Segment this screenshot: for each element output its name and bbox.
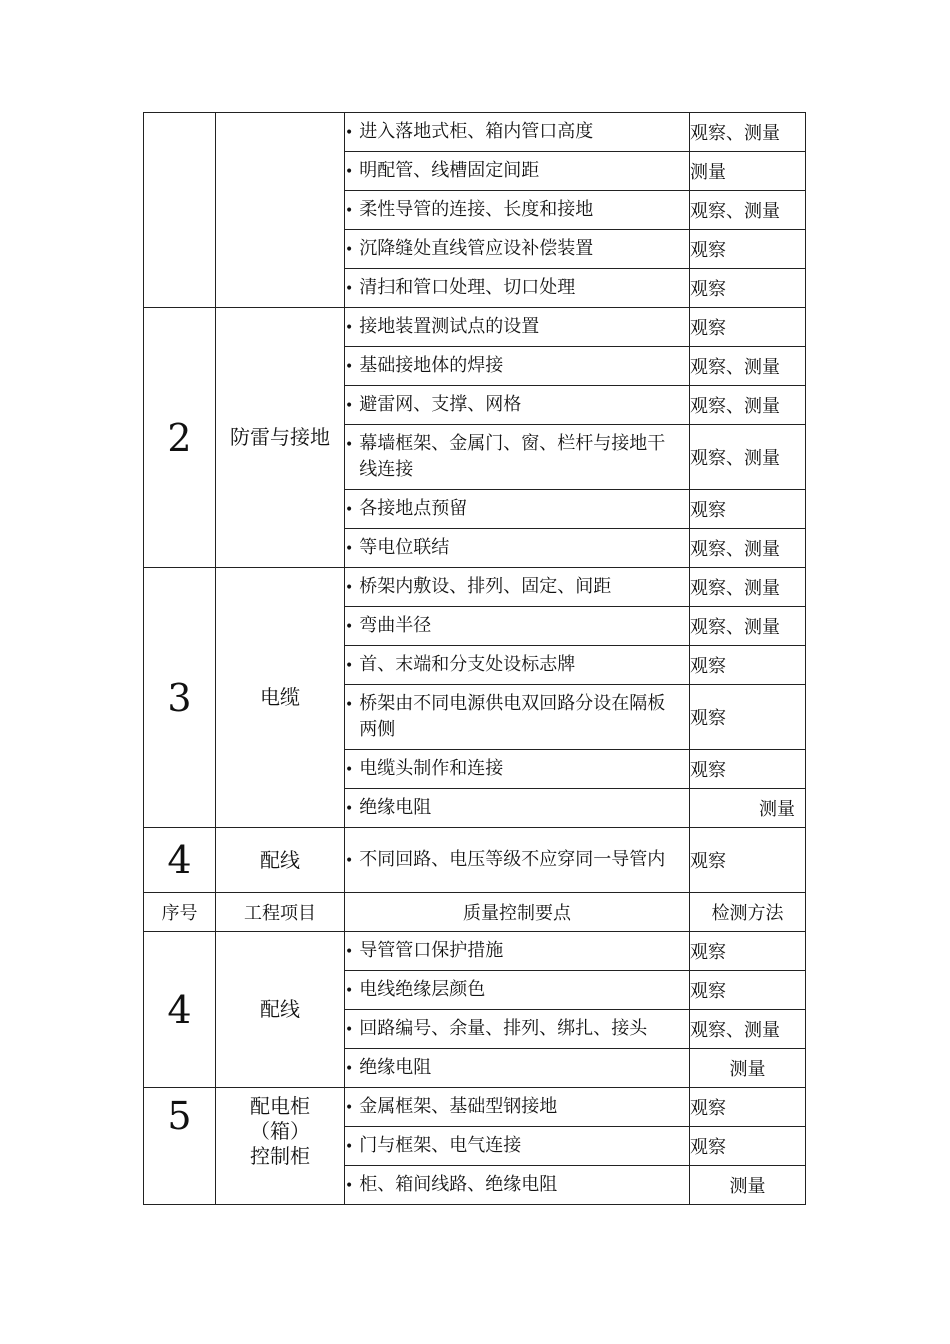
inspection-method-cell: 观察 <box>690 932 806 971</box>
inspection-method-cell: 测量 <box>690 1166 806 1205</box>
bullet-icon: • <box>345 657 354 674</box>
control-point-cell <box>345 828 690 893</box>
inspection-method-cell: 观察 <box>690 1088 806 1127</box>
bullet-icon: • <box>345 1021 354 1038</box>
header-no: 序号 <box>144 893 216 932</box>
control-point-cell <box>345 386 690 425</box>
control-point-cell <box>345 113 690 152</box>
inspection-method-cell: 观察 <box>690 1127 806 1166</box>
bullet-icon: • <box>345 579 354 596</box>
bullet-icon: • <box>345 241 354 258</box>
inspection-method-cell: 观察 <box>690 750 806 789</box>
bullet-icon: • <box>345 1177 354 1194</box>
inspection-method-cell: 观察 <box>690 646 806 685</box>
inspection-method-cell: 观察、测量 <box>690 607 806 646</box>
inspection-method-cell: 观察 <box>690 308 806 347</box>
group-number-cell <box>144 113 216 308</box>
project-item-line: 配电柜 <box>250 1094 310 1118</box>
control-point-text: 明配管、线槽固定间距 <box>359 159 540 181</box>
bullet-icon: • <box>345 618 354 635</box>
control-point-text: 桥架由不同电源供电双回路分设在隔板两侧 <box>359 693 666 740</box>
control-point-cell <box>345 1127 690 1166</box>
bullet-icon: • <box>345 540 354 557</box>
control-point-cell <box>345 490 690 529</box>
bullet-icon: • <box>345 501 354 518</box>
header-method: 检测方法 <box>690 893 806 932</box>
project-item-cell <box>216 113 345 308</box>
control-point-cell <box>345 1049 690 1088</box>
control-point-cell <box>345 750 690 789</box>
inspection-method-cell: 观察 <box>690 828 806 893</box>
table-header-row <box>144 893 806 932</box>
inspection-method-cell: 测量 <box>690 152 806 191</box>
control-point-cell <box>345 347 690 386</box>
control-point-cell <box>345 230 690 269</box>
bullet-icon: • <box>345 852 354 869</box>
control-point-text: 桥架内敷设、排列、固定、间距 <box>359 575 612 597</box>
control-point-cell <box>345 789 690 828</box>
control-point-text: 导管管口保护措施 <box>359 939 504 961</box>
control-point-text: 避雷网、支撑、网格 <box>359 393 522 415</box>
control-point-text: 接地装置测试点的设置 <box>359 315 540 337</box>
group-number-cell: 4 <box>144 828 216 893</box>
bullet-icon: • <box>345 202 354 219</box>
inspection-method-cell: 观察 <box>690 230 806 269</box>
bullet-icon: • <box>345 124 354 141</box>
control-point-cell <box>345 646 690 685</box>
table-row <box>144 828 806 893</box>
table-row <box>144 932 806 971</box>
control-point-text: 不同回路、电压等级不应穿同一导管内 <box>359 848 666 870</box>
inspection-method-cell: 观察 <box>690 490 806 529</box>
table-row <box>144 1088 806 1127</box>
inspection-method-cell: 观察、测量 <box>690 1010 806 1049</box>
group-number-cell: 3 <box>144 568 216 828</box>
control-point-text: 金属框架、基础型钢接地 <box>359 1095 558 1117</box>
project-item-cell: 电缆 <box>216 568 345 828</box>
control-point-text: 等电位联结 <box>359 536 450 558</box>
project-item-cell <box>216 1088 345 1205</box>
control-point-text: 清扫和管口处理、切口处理 <box>359 276 576 298</box>
control-point-cell <box>345 1010 690 1049</box>
control-point-text: 回路编号、余量、排列、绑扎、接头 <box>359 1017 648 1039</box>
inspection-method-cell: 观察、测量 <box>690 191 806 230</box>
group-number-cell: 5 <box>144 1088 216 1205</box>
control-point-text: 各接地点预留 <box>359 497 468 519</box>
project-item-line: 控制柜 <box>250 1144 310 1168</box>
control-point-cell <box>345 1166 690 1205</box>
project-item-cell: 配线 <box>216 828 345 893</box>
control-point-text: 首、末端和分支处设标志牌 <box>359 653 576 675</box>
bullet-icon: • <box>345 319 354 336</box>
control-point-cell <box>345 308 690 347</box>
control-point-cell <box>345 269 690 308</box>
control-point-cell <box>345 529 690 568</box>
control-point-text: 绝缘电阻 <box>359 796 432 818</box>
bullet-icon: • <box>345 1099 354 1116</box>
control-point-text: 门与框架、电气连接 <box>359 1134 522 1156</box>
inspection-method-cell: 观察、测量 <box>690 425 806 490</box>
inspection-method-cell: 观察、测量 <box>690 529 806 568</box>
bullet-icon: • <box>345 397 354 414</box>
bullet-icon: • <box>345 943 354 960</box>
inspection-method-cell: 观察 <box>690 971 806 1010</box>
inspection-method-cell: 观察、测量 <box>690 113 806 152</box>
control-point-text: 幕墙框架、金属门、窗、栏杆与接地干线连接 <box>359 433 666 480</box>
control-point-cell <box>345 425 690 490</box>
control-point-text: 电线绝缘层颜色 <box>359 978 486 1000</box>
control-point-cell <box>345 191 690 230</box>
control-point-cell <box>345 932 690 971</box>
project-item-line: （箱） <box>250 1119 310 1143</box>
inspection-method-cell: 观察、测量 <box>690 386 806 425</box>
header-point: 质量控制要点 <box>345 893 690 932</box>
table-row <box>144 113 806 152</box>
bullet-icon: • <box>345 1138 354 1155</box>
project-item-cell: 防雷与接地 <box>216 308 345 568</box>
control-point-text: 进入落地式柜、箱内管口高度 <box>359 120 594 142</box>
control-point-cell <box>345 685 690 750</box>
inspection-method-cell: 测量 <box>690 789 806 828</box>
group-number-cell: 4 <box>144 932 216 1088</box>
header-item: 工程项目 <box>216 893 345 932</box>
control-point-cell <box>345 152 690 191</box>
table-row <box>144 568 806 607</box>
bullet-icon: • <box>345 280 354 297</box>
bullet-icon: • <box>345 800 354 817</box>
inspection-method-cell: 观察 <box>690 685 806 750</box>
control-point-text: 柜、箱间线路、绝缘电阻 <box>359 1173 558 1195</box>
control-point-cell <box>345 971 690 1010</box>
bullet-icon: • <box>345 437 354 453</box>
bullet-icon: • <box>345 1060 354 1077</box>
inspection-method-cell: 测量 <box>690 1049 806 1088</box>
control-point-text: 绝缘电阻 <box>359 1056 432 1078</box>
project-item-cell: 配线 <box>216 932 345 1088</box>
bullet-icon: • <box>345 982 354 999</box>
inspection-method-cell: 观察、测量 <box>690 568 806 607</box>
bullet-icon: • <box>345 358 354 375</box>
group-number-cell: 2 <box>144 308 216 568</box>
control-point-cell <box>345 568 690 607</box>
bullet-icon: • <box>345 163 354 180</box>
control-point-text: 弯曲半径 <box>359 614 432 636</box>
control-point-text: 电缆头制作和连接 <box>359 757 504 779</box>
control-point-text: 基础接地体的焊接 <box>359 354 504 376</box>
bullet-icon: • <box>345 761 354 778</box>
inspection-method-cell: 观察、测量 <box>690 347 806 386</box>
control-point-cell <box>345 1088 690 1127</box>
control-point-text: 沉降缝处直线管应设补偿装置 <box>359 237 594 259</box>
control-point-text: 柔性导管的连接、长度和接地 <box>359 198 594 220</box>
bullet-icon: • <box>345 697 354 713</box>
table-row <box>144 308 806 347</box>
inspection-method-cell: 观察 <box>690 269 806 308</box>
quality-control-table <box>143 112 806 1205</box>
control-point-cell <box>345 607 690 646</box>
